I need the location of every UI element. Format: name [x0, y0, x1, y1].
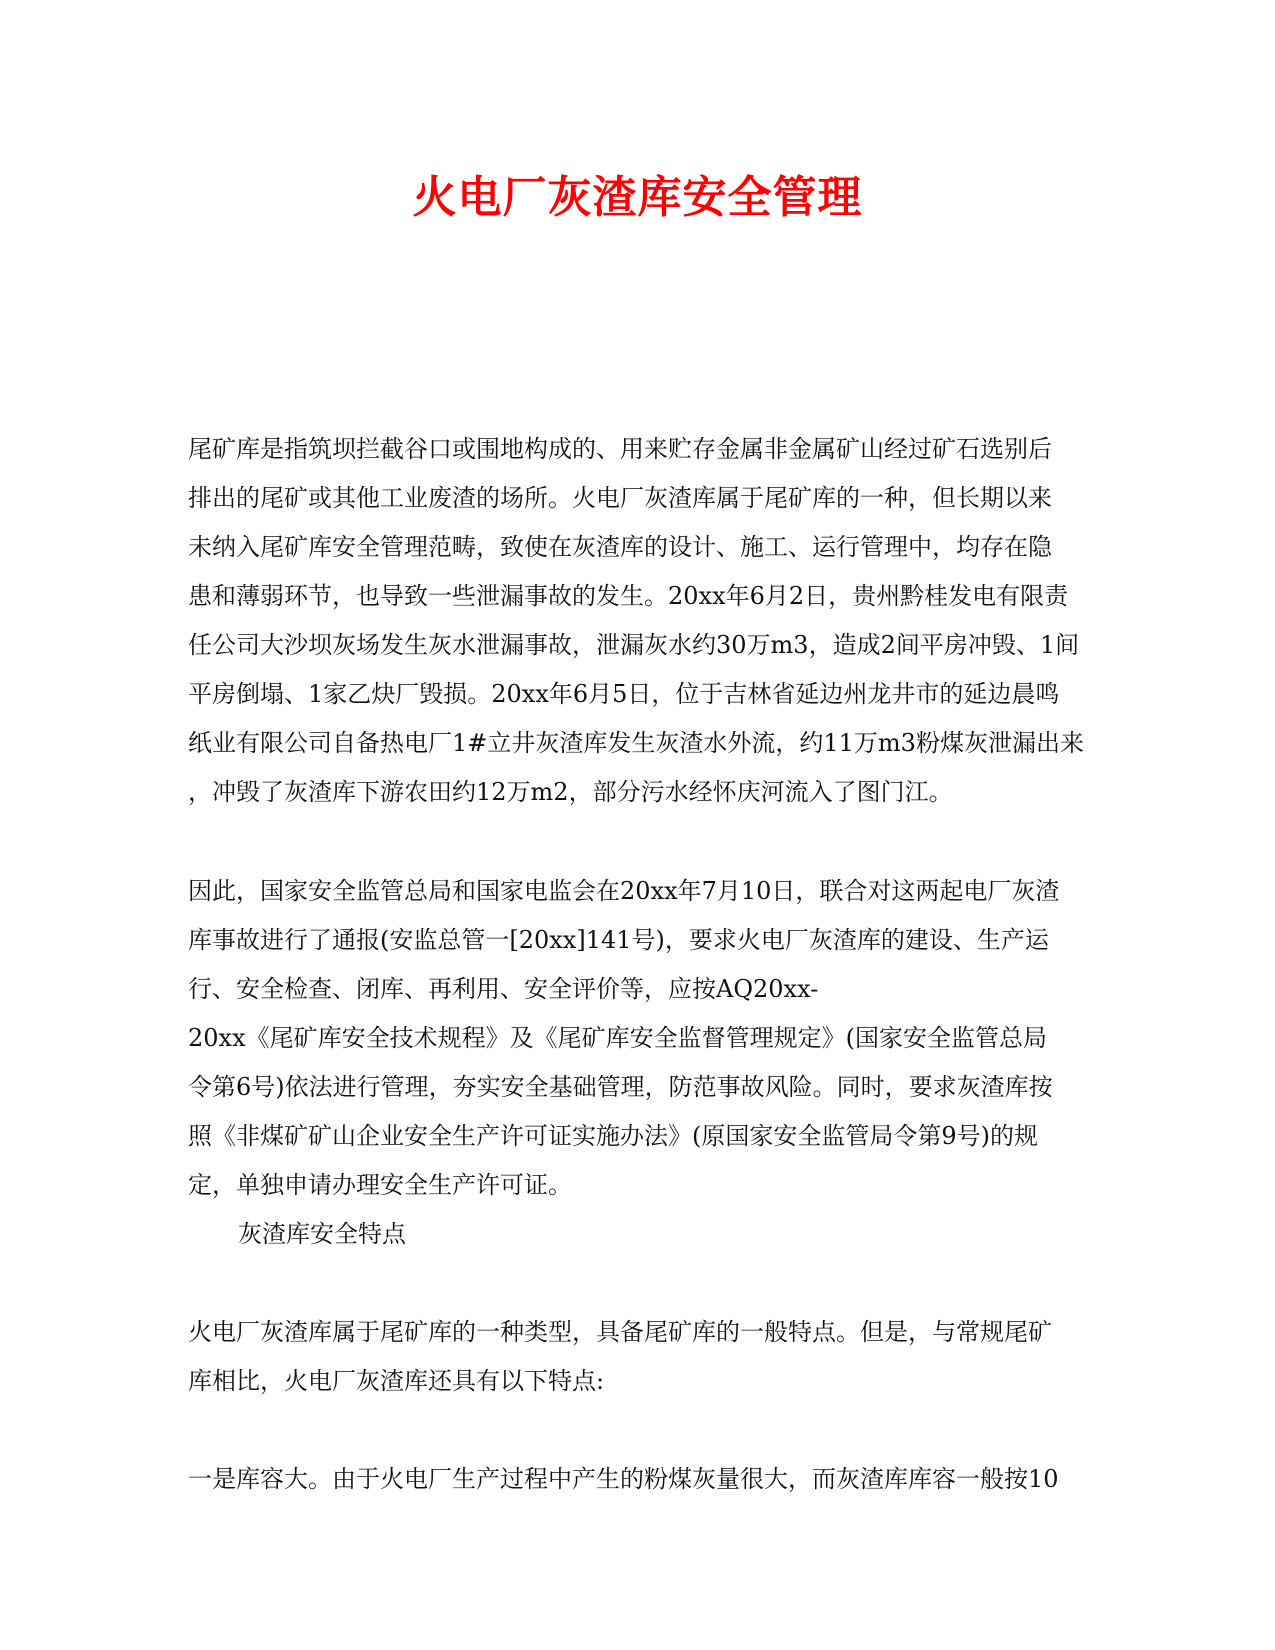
text-line: 行、安全检查、闭库、再利用、安全评价等，应按AQ20xx- — [188, 975, 819, 1003]
text-line: 照《非煤矿矿山企业安全生产许可证实施办法》(原国家安全监管局令第9号)的规 — [188, 1122, 1038, 1150]
text-line: ，冲毁了灰渣库下游农田约12万m2，部分污水经怀庆河流入了图门江。 — [188, 778, 953, 806]
text-line: 令第6号)依法进行管理，夯实安全基础管理，防范事故风险。同时，要求灰渣库按 — [188, 1073, 1053, 1101]
text-line: 患和薄弱环节，也导致一些泄漏事故的发生。20xx年6月2日，贵州黔桂发电有限责 — [188, 582, 1069, 610]
text-line: 库相比，火电厂灰渣库还具有以下特点: — [188, 1367, 605, 1395]
text-line: 库事故进行了通报(安监总管一[20xx]141号)，要求火电厂灰渣库的建设、生产运 — [188, 926, 1049, 954]
text-line: 尾矿库是指筑坝拦截谷口或围地构成的、用来贮存金属非金属矿山经过矿石选别后 — [188, 435, 1052, 463]
text-line: 定，单独申请办理安全生产许可证。 — [188, 1171, 572, 1199]
text-line: 因此，国家安全监管总局和国家电监会在20xx年7月10日，联合对这两起电厂灰渣 — [188, 877, 1060, 905]
text-line: 排出的尾矿或其他工业废渣的场所。火电厂灰渣库属于尾矿库的一种，但长期以来 — [188, 484, 1052, 512]
text-line: 一是库容大。由于火电厂生产过程中产生的粉煤灰量很大，而灰渣库库容一般按10 — [188, 1465, 1059, 1493]
text-line: 任公司大沙坝灰场发生灰水泄漏事故，泄漏灰水约30万m3，造成2间平房冲毁、1间 — [188, 631, 1080, 659]
section-heading-text: 灰渣库安全特点 — [238, 1220, 406, 1248]
section-heading — [238, 1210, 1138, 1259]
paragraph-1 — [188, 425, 1088, 817]
text-line: 20xx《尾矿库安全技术规程》及《尾矿库安全监督管理规定》(国家安全监管总局 — [188, 1024, 1047, 1052]
paragraph-2 — [188, 867, 1088, 1210]
document-title: 火电厂灰渣库安全管理 — [412, 172, 863, 223]
text-line: 平房倒塌、1家乙炔厂毁损。20xx年6月5日，位于吉林省延边州龙井市的延边晨鸣 — [188, 680, 1060, 708]
paragraph-3 — [188, 1308, 1088, 1406]
text-line: 未纳入尾矿库安全管理范畴，致使在灰渣库的设计、施工、运行管理中，均存在隐 — [188, 533, 1052, 561]
text-line: 纸业有限公司自备热电厂1#立井灰渣库发生灰渣水外流，约11万m3粉煤灰泄漏出来 — [188, 729, 1084, 757]
paragraph-4 — [188, 1455, 1088, 1504]
text-line: 火电厂灰渣库属于尾矿库的一种类型，具备尾矿库的一般特点。但是，与常规尾矿 — [188, 1318, 1052, 1346]
